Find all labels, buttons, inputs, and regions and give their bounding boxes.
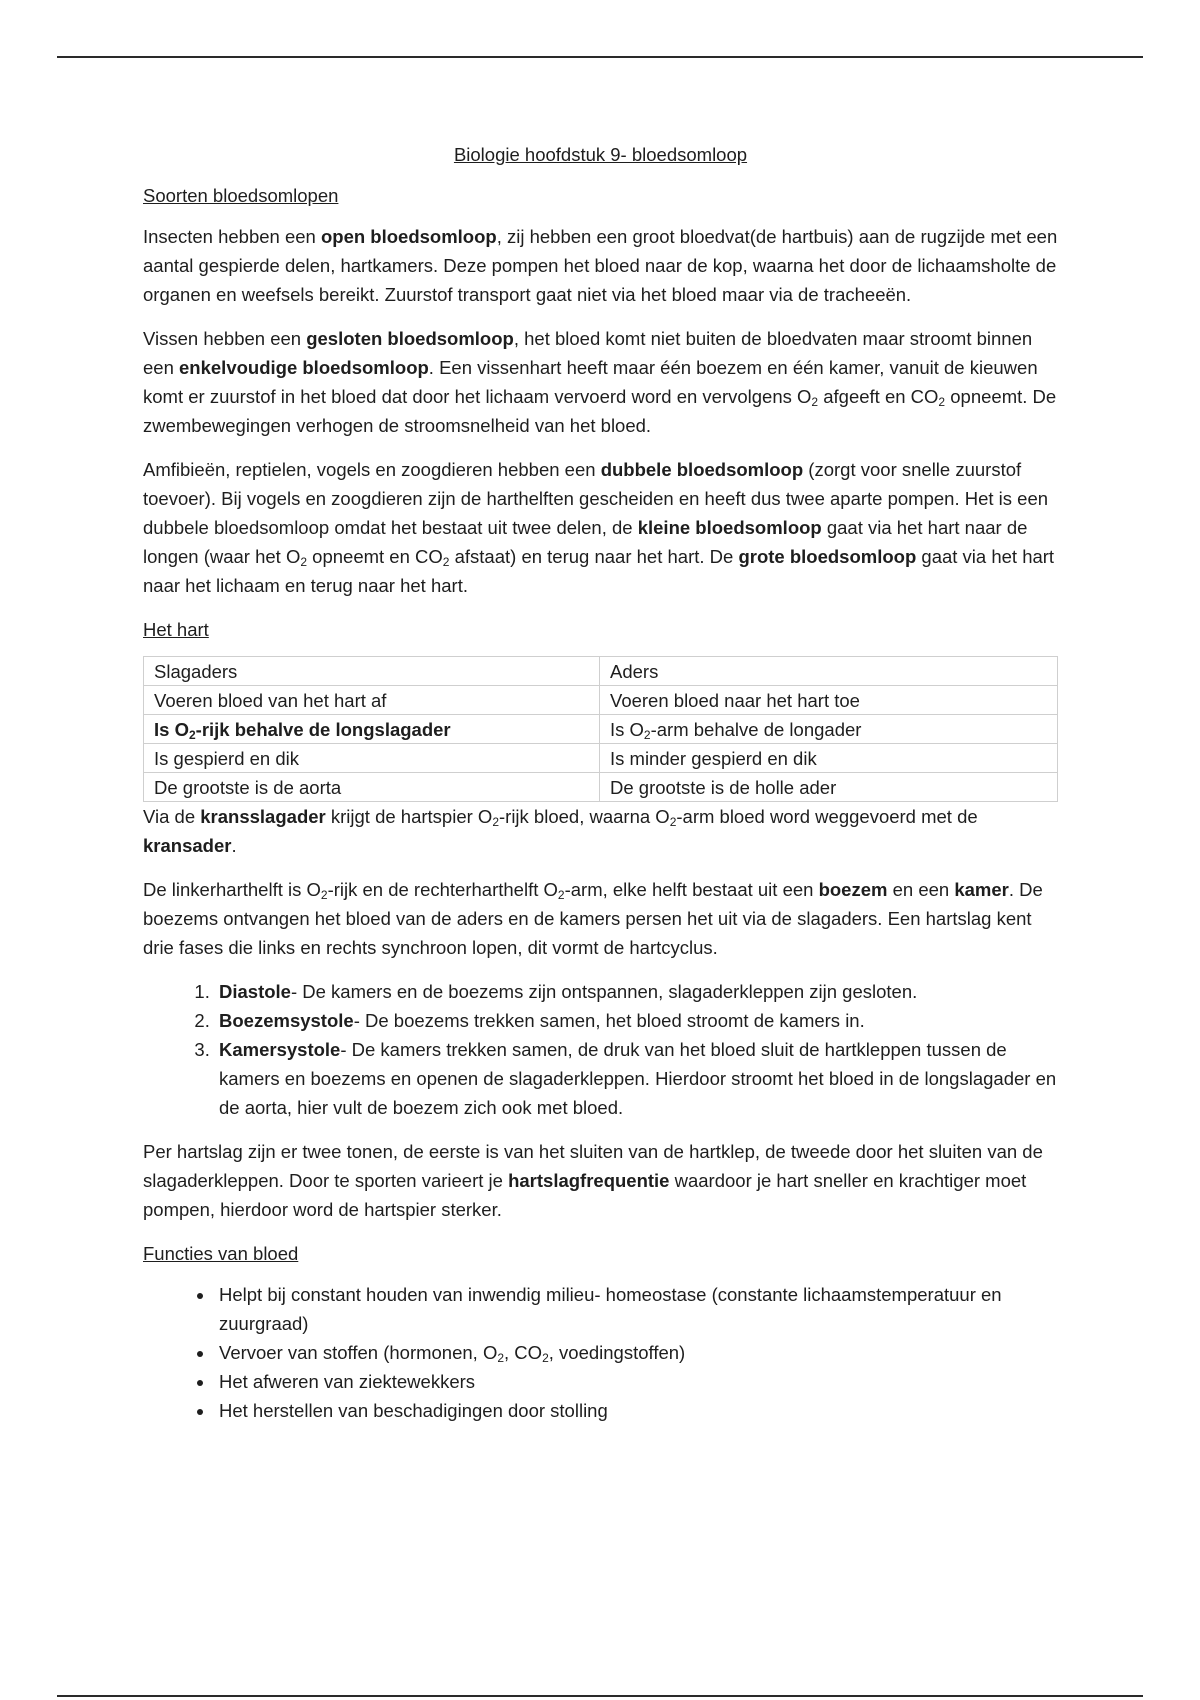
- list-item: • Het afweren van ziektewekkers: [215, 1367, 1058, 1396]
- text: Per hartslag zijn er twee tonen, de eerste is van het sluiten van de hartklep, de tweede door het sluiten van de slagaderkleppen. Door te sporten varieert je: [143, 1141, 1043, 1191]
- subscript: 2: [320, 888, 328, 902]
- section-heading-het-hart: Het hart: [143, 619, 209, 640]
- text: , voedingstoffen): [548, 1342, 686, 1363]
- text: Is O: [154, 718, 189, 740]
- table-cell: De grootste is de holle ader: [600, 773, 1058, 802]
- bold-term: gesloten bloedsomloop: [306, 328, 514, 349]
- text: waardoor je hart sneller en krachtiger moet pompen, hierdoor word de hartspier sterker.: [143, 1170, 1027, 1220]
- paragraph-vissen: [143, 324, 1058, 440]
- text: -rijk bloed, waarna O: [499, 806, 670, 827]
- text: , CO: [504, 1342, 543, 1363]
- paragraph-kransslagader: [143, 802, 1058, 860]
- table-header-row: [144, 657, 1058, 686]
- text: - De kamers en de boezems zijn ontspannen, slagaderkleppen zijn gesloten.: [290, 981, 918, 1002]
- paragraph-amfibieen: [143, 455, 1058, 600]
- text: -rijk en de rechterharthelft O: [327, 879, 558, 900]
- subscript: 2: [542, 1351, 549, 1365]
- table-cell: Is gespierd en dik: [144, 744, 600, 773]
- text: afgeeft en CO: [818, 386, 939, 407]
- text: , zij hebben een groot bloedvat(de hartbuis) aan de rugzijde met een aantal gespierde delen, hartkamers. Deze pompen het bloed naar de kop, waarna het door de lichaamsholte de organen en weefsels bereikt. Zuurstof transport gaat niet via het bloed maar via de tracheeën.: [143, 226, 1058, 305]
- table-row: [144, 715, 1058, 744]
- table-cell: De grootste is de aorta: [144, 773, 600, 802]
- hartcyclus-list: [143, 977, 1058, 1122]
- subscript: 2: [497, 1351, 505, 1365]
- table-cell: Voeren bloed naar het hart toe: [600, 686, 1058, 715]
- table-cell: [600, 715, 1058, 744]
- text: -arm behalve de longader: [650, 718, 862, 740]
- text: afstaat) en terug naar het hart. De: [449, 546, 739, 567]
- document-title: Biologie hoofdstuk 9- bloedsomloop: [453, 144, 748, 165]
- bold-term: kleine bloedsomloop: [637, 517, 822, 538]
- bold-term: Diastole: [219, 981, 291, 1002]
- bold-term: Boezemsystole: [219, 1010, 354, 1031]
- table-cell: Is minder gespierd en dik: [600, 744, 1058, 773]
- text: -arm, elke helft bestaat uit een: [564, 879, 819, 900]
- bold-term: kamer: [954, 879, 1009, 900]
- bold-term: grote bloedsomloop: [738, 546, 917, 567]
- subscript: 2: [669, 815, 677, 829]
- slagaders-aders-table: [143, 656, 1058, 802]
- table-cell: Voeren bloed van het hart af: [144, 686, 600, 715]
- bold-term: dubbele bloedsomloop: [600, 459, 804, 480]
- list-item: • Helpt bij constant houden van inwendig milieu- homeostase (constante lichaamstemperatuur en zuurgraad): [215, 1280, 1058, 1338]
- text: opneemt. De zwembewegingen verhogen de stroomsnelheid van het bloed.: [143, 386, 1057, 436]
- subscript: 2: [557, 888, 565, 902]
- section-heading-functies-van-bloed: Functies van bloed: [143, 1243, 299, 1264]
- subscript: 2: [492, 815, 499, 829]
- subscript: 2: [442, 555, 450, 569]
- bold-term: boezem: [818, 879, 888, 900]
- list-item: [215, 1035, 1058, 1122]
- subscript: 2: [188, 727, 196, 742]
- text: -arm bloed word weggevoerd met de: [676, 806, 978, 827]
- subscript: 2: [811, 395, 819, 409]
- table-row: [144, 744, 1058, 773]
- text: Amfibieën, reptielen, vogels en zoogdieren hebben een: [143, 459, 601, 480]
- text: -rijk behalve de longslagader: [195, 718, 451, 740]
- subscript: 2: [643, 727, 651, 742]
- paragraph-harthelften: [143, 875, 1058, 962]
- table-header-cell: Slagaders: [144, 657, 600, 686]
- paragraph-hartslag: [143, 1137, 1058, 1224]
- table-header-cell: Aders: [600, 657, 1058, 686]
- section-heading-soorten-bloedsomlopen: Soorten bloedsomlopen: [143, 185, 339, 206]
- subscript: 2: [300, 555, 308, 569]
- text: Insecten hebben een: [143, 226, 321, 247]
- list-item: [215, 1006, 1058, 1035]
- text: - De boezems trekken samen, het bloed stroomt de kamers in.: [353, 1010, 865, 1031]
- document-page: [143, 140, 1058, 1440]
- bold-term: enkelvoudige bloedsomloop: [179, 357, 429, 378]
- text: gaat via het hart naar het lichaam en terug naar het hart.: [143, 546, 1055, 596]
- table-row: [144, 773, 1058, 802]
- text: - De kamers trekken samen, de druk van het bloed sluit de hartkleppen tussen de kamers en boezems en openen de slagaderkleppen. Hierdoor stroomt het bloed in de longslagader en de aorta, hier vult de boezem zich ook met bloed.: [219, 1039, 1057, 1118]
- text: Vervoer van stoffen (hormonen, O: [219, 1342, 498, 1363]
- bottom-rule: [57, 1695, 1143, 1697]
- text: . Een vissenhart heeft maar één boezem en één kamer, vanuit de kieuwen komt er zuurstof in het bloed dat door het lichaam vervoerd word en vervolgens O: [143, 357, 1038, 407]
- text: .: [231, 835, 237, 856]
- bold-term: open bloedsomloop: [320, 226, 497, 247]
- bold-term: Kamersystole: [219, 1039, 341, 1060]
- subscript: 2: [938, 395, 946, 409]
- text: (zorgt voor snelle zuurstof toevoer). Bij vogels en zoogdieren zijn de harthelften gescheiden en heeft dus twee aparte pompen. Het is een dubbele bloedsomloop omdat het bestaat uit twee delen, de: [143, 459, 1049, 538]
- top-rule: [57, 56, 1143, 58]
- list-item: [215, 1338, 1058, 1367]
- list-item: • Het herstellen van beschadigingen door stolling: [215, 1396, 1058, 1425]
- bold-term: hartslagfrequentie: [508, 1170, 670, 1191]
- paragraph-insecten: [143, 222, 1058, 309]
- text: Via de: [143, 806, 201, 827]
- text: en een: [887, 879, 955, 900]
- list-item: [215, 977, 1058, 1006]
- text: krijgt de hartspier O: [325, 806, 493, 827]
- text: opneemt en CO: [307, 546, 443, 567]
- table-cell: [144, 715, 600, 744]
- table-row: [144, 686, 1058, 715]
- text: gaat via het hart naar de longen (waar het O: [143, 517, 1028, 567]
- text: Vissen hebben een: [143, 328, 307, 349]
- text: Is O: [610, 718, 644, 740]
- bold-term: kransader: [143, 835, 232, 856]
- bold-cell-text: [154, 719, 451, 740]
- text: , het bloed komt niet buiten de bloedvaten maar stroomt binnen een: [143, 328, 1033, 378]
- functies-list: [143, 1280, 1058, 1425]
- bold-term: kransslagader: [200, 806, 326, 827]
- text: De linkerharthelft is O: [143, 879, 321, 900]
- text: . De boezems ontvangen het bloed van de aders en de kamers persen het uit via de slagaders. Een hartslag kent drie fases die links en rechts synchroon lopen, dit vormt de hartcyclus.: [143, 879, 1043, 958]
